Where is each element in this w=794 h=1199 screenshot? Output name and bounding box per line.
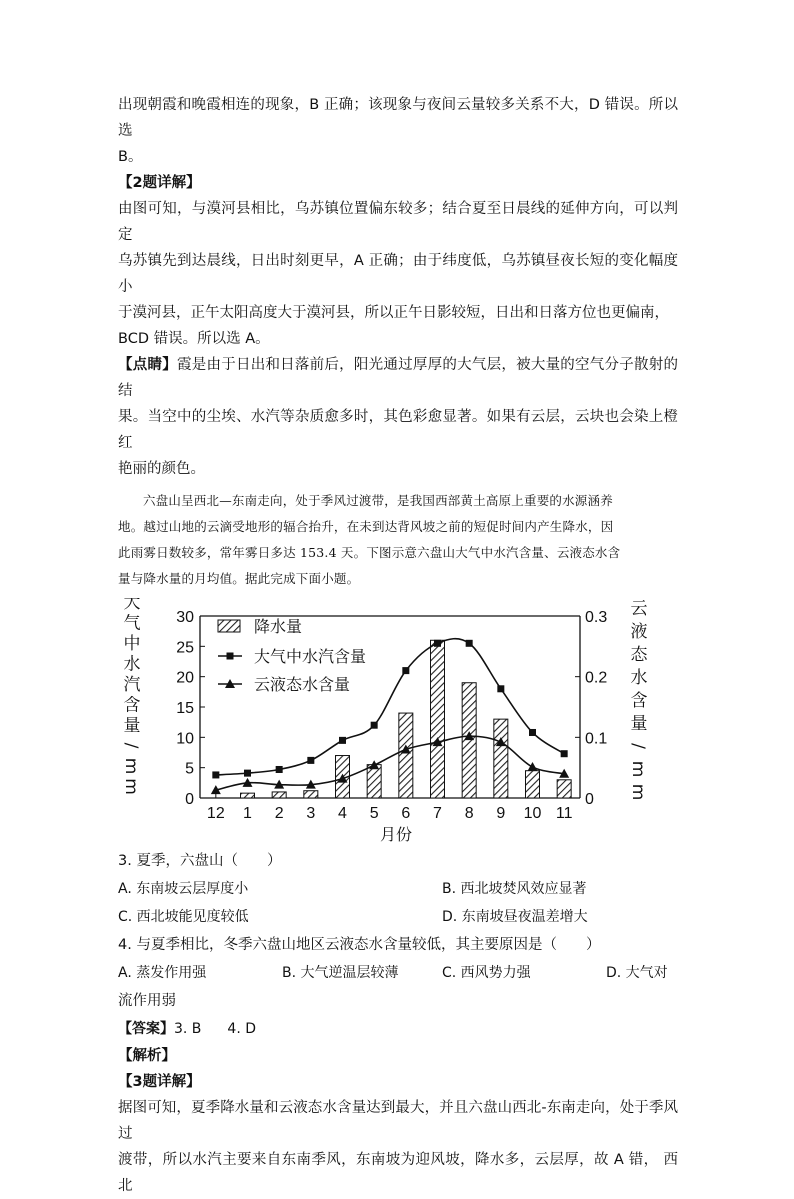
left-axis-title-char: 中 (123, 634, 141, 654)
precip-bar (241, 793, 255, 798)
text-line: 由图可知，与漠河县相比，乌苏镇位置偏东较多；结合夏至日晨线的延伸方向，可以判定 (118, 201, 678, 243)
text-line: B。 (118, 149, 143, 165)
x-tick-label: 3 (306, 805, 316, 822)
answer-3: 3. B (174, 1021, 202, 1037)
precip-bar (557, 780, 571, 798)
x-axis-title: 月份 (379, 825, 413, 843)
vapor-point (307, 757, 314, 764)
x-tick-label: 4 (338, 805, 347, 822)
left-tick-label: 0 (185, 791, 194, 808)
cloud-water-line (216, 736, 564, 790)
precip-bar (304, 791, 318, 798)
precip-bar (367, 765, 381, 798)
intro-text: 此雨雾日数较多，常年雾日多达 153.4 天。下图示意六盘山大气中水汽含量、云液态水含 (118, 545, 621, 560)
left-axis-title-char: m (121, 778, 141, 795)
right-axis-title-char: 含 (630, 691, 648, 711)
right-tick-label: 0.2 (585, 669, 608, 687)
vapor-point (561, 750, 568, 757)
vapor-point (244, 770, 251, 777)
q4-option-b[interactable]: B. 大气逆温层较薄 (282, 965, 399, 981)
q3-option-c[interactable]: C. 西北坡能见度较低 (118, 909, 249, 925)
x-tick-label: 8 (464, 805, 474, 822)
vapor-point (371, 722, 378, 729)
vapor-point (529, 729, 536, 736)
text-line: 渡带，所以水汽主要来自东南季风，东南坡为迎风坡，降水多，云层厚，故 A 错， 西北 (118, 1152, 678, 1194)
x-tick-label: 7 (433, 805, 442, 822)
left-axis-title-char: m (121, 757, 141, 775)
question-4-option-d-wrap: 流作用弱 (118, 993, 176, 1009)
vapor-point (497, 685, 504, 692)
tip-line (118, 352, 678, 404)
left-axis-title-char: 汽 (123, 675, 141, 695)
text-line: 于漠河县，正午太阳高度大于漠河县，所以正午日影较短，日出和日落方位也更偏南， (118, 305, 669, 321)
left-axis-title-char: 含 (123, 695, 141, 716)
answer-4: 4. D (227, 1021, 257, 1037)
x-tick-label: 5 (369, 805, 379, 822)
right-axis-title-char: m (628, 760, 648, 778)
precip-bar (272, 792, 286, 798)
question-3-options-row2 (118, 903, 678, 931)
vapor-point (402, 667, 409, 674)
x-tick-label: 11 (555, 805, 573, 822)
x-tick-label: 9 (496, 805, 506, 822)
legend-swatch-precip (218, 620, 240, 632)
text-line: 据图可知，夏季降水量和云液态水含量达到最大，并且六盘山西北-东南走向，处于季风过 (118, 1100, 678, 1142)
legend-label-precip: 降水量 (254, 617, 303, 636)
intro-line (118, 514, 678, 540)
vapor-point (434, 640, 441, 647)
tip-label: 【点睛】 (118, 357, 177, 373)
section-3-header: 【3题详解】 (118, 1074, 201, 1090)
x-tick-label: 2 (274, 805, 284, 822)
vapor-point (339, 737, 346, 744)
intro-text: 量与降水量的月均值。据此完成下面小题。 (118, 571, 360, 586)
right-tick-label: 0.3 (585, 609, 608, 626)
section-2-header: 【2题详解】 (118, 175, 201, 191)
q4-option-d[interactable]: D. 大气对 (606, 965, 668, 981)
left-axis-title-char: / (121, 742, 141, 749)
vapor-point (276, 766, 283, 773)
q4-option-c[interactable]: C. 西风势力强 (442, 965, 531, 981)
precip-bar (526, 771, 540, 798)
left-tick-label: 15 (176, 700, 194, 717)
tip-text: 霞是由于日出和日落前后，阳光通过厚厚的大气层，被大量的空气分子散射的结 (118, 357, 679, 399)
x-tick-label: 1 (243, 805, 252, 822)
vapor-point (212, 771, 219, 778)
left-axis-title-char: 水 (123, 654, 141, 675)
chart-svg (118, 598, 678, 843)
x-tick-label: 12 (206, 805, 225, 822)
x-tick-label: 10 (523, 805, 542, 822)
question-4-stem: 4. 与夏季相比，冬季六盘山地区云液态水含量较低，其主要原因是（ ） (118, 937, 601, 953)
left-tick-label: 20 (176, 669, 194, 687)
question-3-stem: 3. 夏季，六盘山（ ） (118, 853, 282, 869)
vapor-point (466, 640, 473, 647)
left-tick-label: 30 (176, 609, 194, 626)
right-axis-title-char: 态 (630, 645, 648, 665)
climate-chart (118, 598, 678, 843)
left-tick-label: 5 (185, 760, 194, 778)
question-3-options-row1 (118, 875, 678, 903)
text-line: 果。当空中的尘埃、水汽等杂质愈多时，其色彩愈显著。如果有云层，云块也会染上橙红 (118, 409, 678, 451)
left-axis-title-char: 量 (123, 716, 141, 736)
q4-option-a[interactable]: A. 蒸发作用强 (118, 965, 207, 981)
document-page (118, 92, 678, 1199)
right-tick-label: 0.1 (585, 730, 608, 748)
cloud-water-point (528, 762, 538, 771)
legend-label-cloud: 云液态水含量 (254, 675, 351, 694)
right-axis-title-char: 量 (630, 714, 648, 734)
precip-bar (494, 719, 508, 798)
left-tick-label: 25 (176, 639, 194, 657)
answer-label: 【答案】 (118, 1021, 174, 1037)
precip-bar (431, 640, 445, 798)
intro-line (118, 488, 678, 514)
text-line: 出现朝霞和晚霞相连的现象，B 正确；该现象与夜间云量较多关系不大，D 错误。所以选 (118, 97, 678, 139)
legend-label-vapor: 大气中水汽含量 (254, 647, 367, 666)
answer-line (118, 1015, 678, 1043)
intro-line (118, 540, 678, 566)
legend-marker-vapor (227, 653, 234, 660)
right-axis-title-char: 液 (630, 622, 648, 642)
text-line: 乌苏镇先到达晨线，日出时刻更早，A 正确；由于纬度低，乌苏镇昼夜长短的变化幅度小 (118, 253, 678, 295)
intro-line (118, 566, 678, 592)
precip-bar (399, 713, 413, 798)
q3-option-b[interactable]: B. 西北坡焚风效应显著 (442, 881, 587, 897)
text-line: BCD 错误。所以选 A。 (118, 331, 270, 347)
right-axis-title-char: m (628, 783, 648, 801)
q3-option-a[interactable]: A. 东南坡云层厚度小 (118, 881, 249, 897)
analysis-header: 【解析】 (118, 1048, 176, 1064)
x-tick-label: 6 (401, 805, 411, 822)
left-axis-title-char: 大 (123, 598, 141, 613)
precip-bar (462, 683, 476, 798)
intro-text: 地。越过山地的云滴受地形的辐合抬升，在未到达背风坡之前的短促时间内产生降水，因 (118, 519, 614, 534)
q3-option-d[interactable]: D. 东南坡昼夜温差增大 (442, 909, 588, 925)
question-4-options (118, 959, 678, 987)
right-axis-title-char: 云 (630, 599, 648, 619)
right-axis-title-char: 水 (630, 668, 648, 688)
left-axis-title-char: 气 (123, 613, 141, 634)
right-axis-title-char: / (628, 743, 648, 749)
right-tick-label: 0 (585, 791, 594, 808)
left-tick-label: 10 (176, 730, 194, 748)
text-line: 艳丽的颜色。 (118, 461, 205, 477)
intro-text: 六盘山呈西北—东南走向，处于季风过渡带，是我国西部黄土高原上重要的水源涵养 (143, 493, 613, 508)
